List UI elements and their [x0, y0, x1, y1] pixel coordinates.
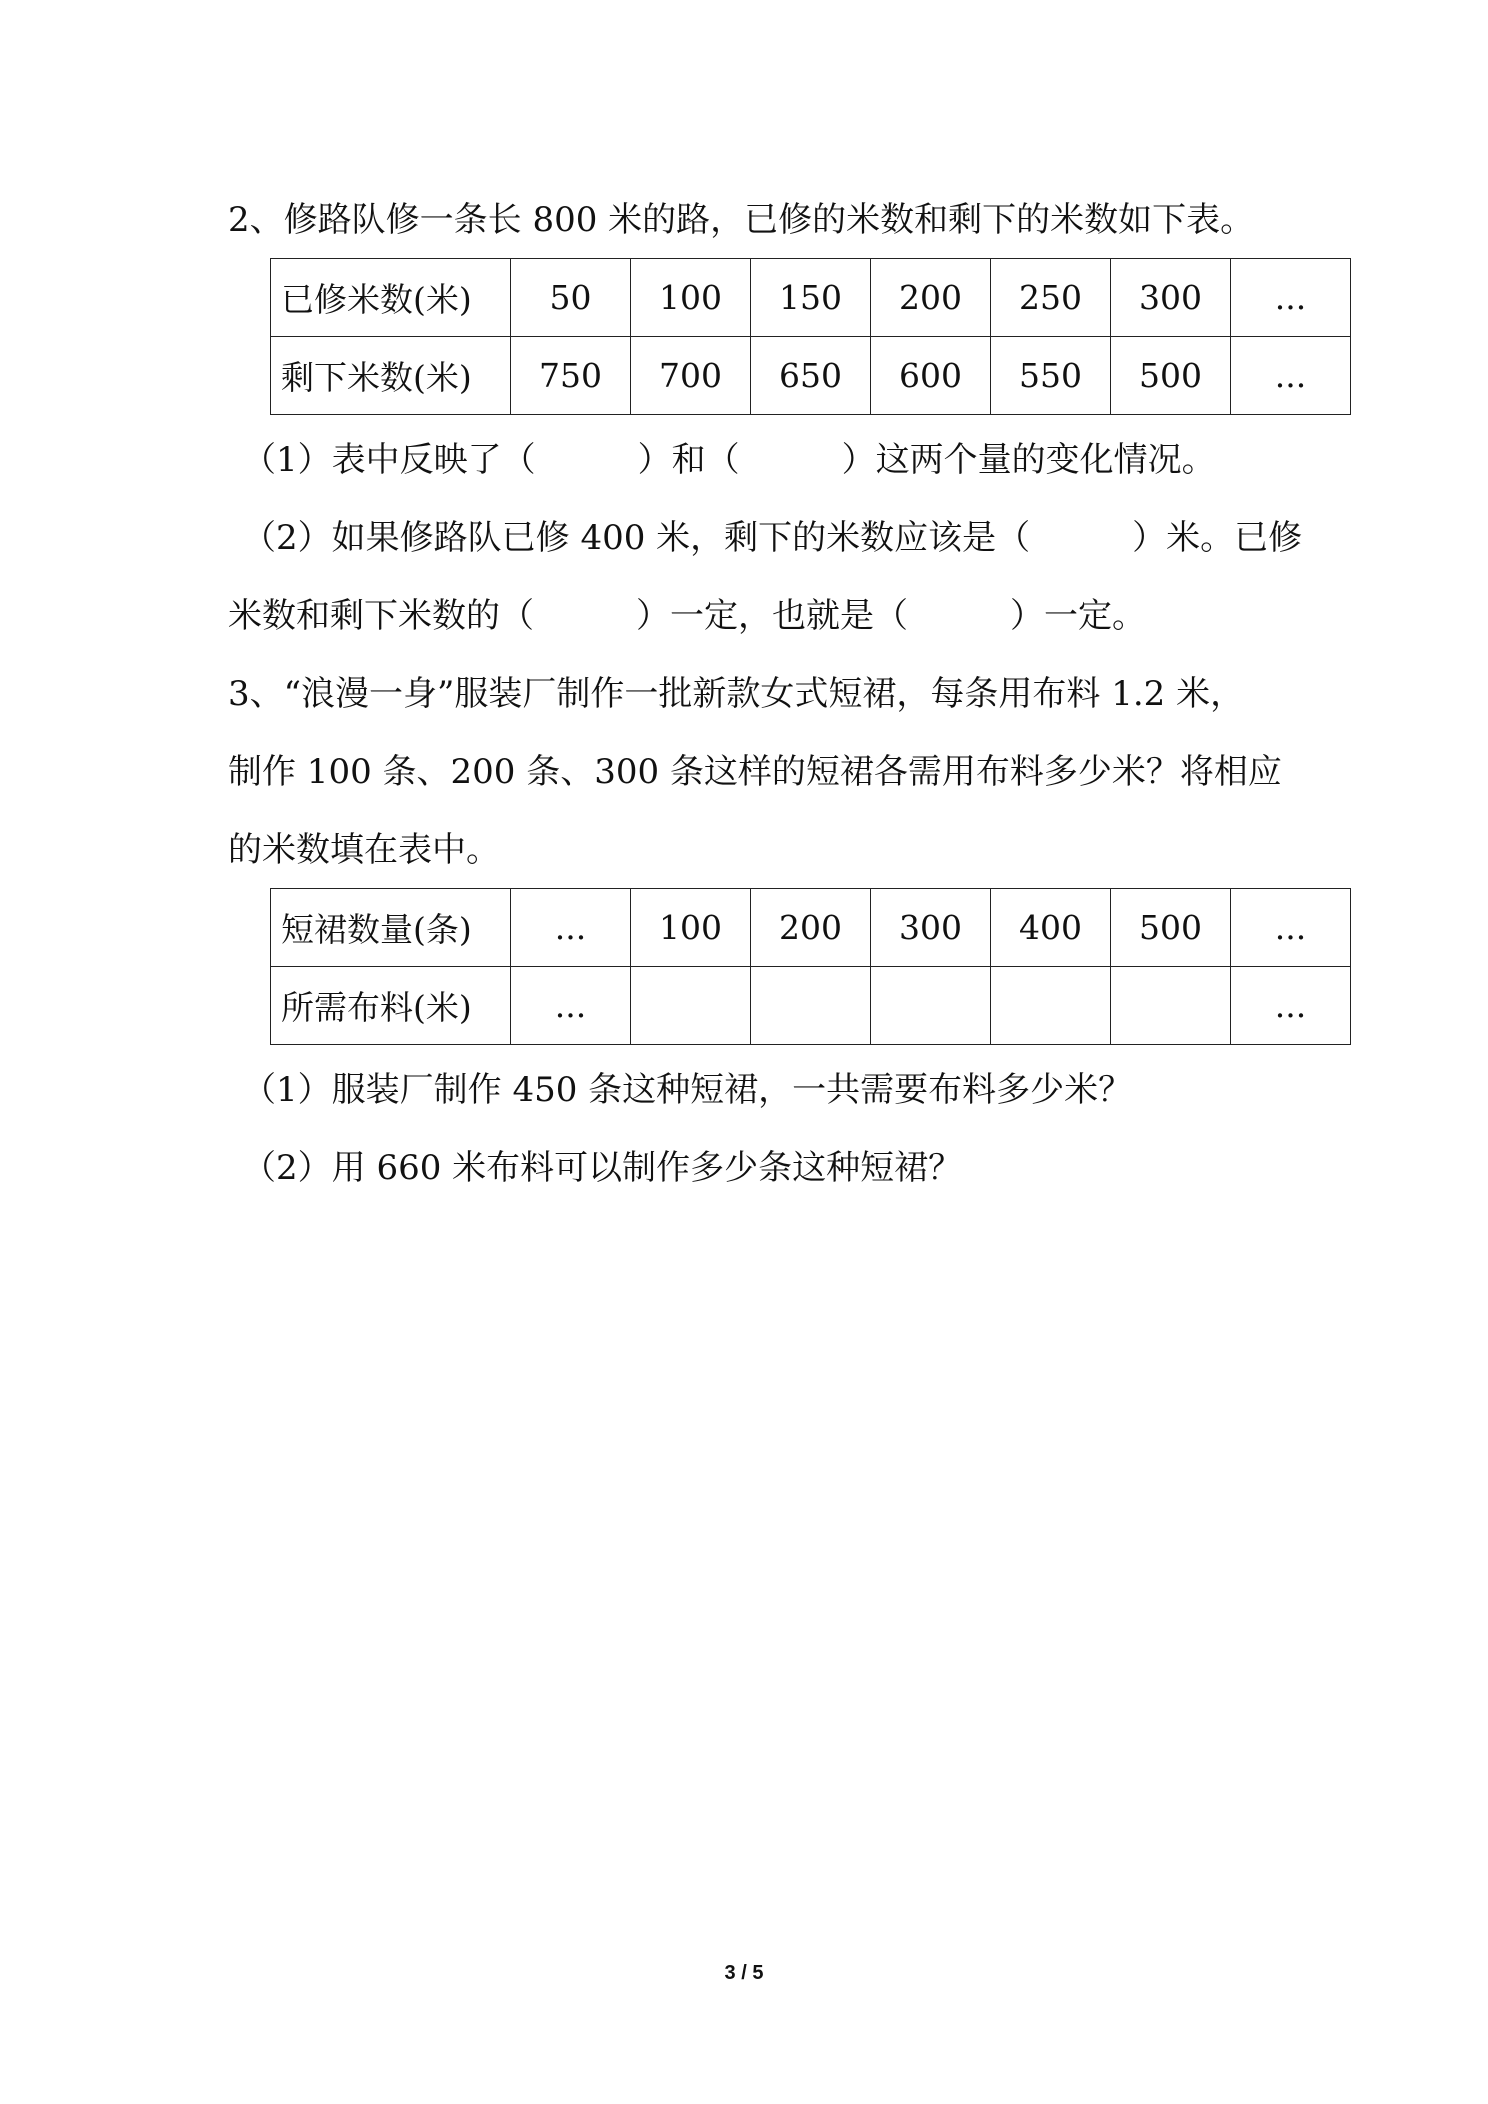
table-row [271, 967, 1351, 1045]
row-header: 所需布料(米) [271, 967, 511, 1045]
row-header: 短裙数量(条) [271, 889, 511, 967]
table-cell: 650 [751, 337, 871, 415]
table-cell: 400 [991, 889, 1111, 967]
table-cell: 150 [751, 259, 871, 337]
table-cell: 100 [631, 889, 751, 967]
table-cell: 600 [871, 337, 991, 415]
row-header: 剩下米数(米) [271, 337, 511, 415]
question-2-part-2-line-2: 米数和剩下米数的（ ）一定，也就是（ ）一定。 [228, 596, 1146, 636]
table-cell: ... [1231, 337, 1351, 415]
table-cell: 500 [1111, 889, 1231, 967]
table-cell: 50 [511, 259, 631, 337]
answer-cell[interactable] [751, 967, 871, 1045]
question-2-intro: 2、修路队修一条长 800 米的路，已修的米数和剩下的米数如下表。 [228, 200, 1255, 240]
question-3-part-1: （1）服装厂制作 450 条这种短裙，一共需要布料多少米？ [242, 1070, 1133, 1110]
question-2-part-1: （1）表中反映了（ ）和（ ）这两个量的变化情况。 [242, 440, 1216, 480]
question-3-intro-line-2: 制作 100 条、200 条、300 条这样的短裙各需用布料多少米？将相应 [228, 752, 1282, 792]
table-cell: 250 [991, 259, 1111, 337]
question-3-intro-line-1: 3、“浪漫一身”服装厂制作一批新款女式短裙，每条用布料 1.2 米， [228, 674, 1245, 714]
table-cell: 200 [751, 889, 871, 967]
road-repair-table [270, 258, 1351, 415]
table-row [271, 337, 1351, 415]
table-cell: ... [1231, 259, 1351, 337]
table-cell: ... [511, 967, 631, 1045]
skirt-fabric-table [270, 888, 1351, 1045]
row-header: 已修米数(米) [271, 259, 511, 337]
table-cell: 700 [631, 337, 751, 415]
table-cell: 200 [871, 259, 991, 337]
table-cell: 500 [1111, 337, 1231, 415]
question-3-part-2: （2）用 660 米布料可以制作多少条这种短裙？ [242, 1148, 963, 1188]
table-cell: 300 [1111, 259, 1231, 337]
question-3-intro-line-3: 的米数填在表中。 [228, 830, 500, 870]
table-cell: 300 [871, 889, 991, 967]
table-row [271, 259, 1351, 337]
table-cell: 100 [631, 259, 751, 337]
table-cell: 550 [991, 337, 1111, 415]
answer-cell[interactable] [1111, 967, 1231, 1045]
table-cell: ... [511, 889, 631, 967]
page-number: 3 / 5 [724, 1962, 764, 1984]
question-2-part-2-line-1: （2）如果修路队已修 400 米，剩下的米数应该是（ ）米。已修 [242, 518, 1303, 558]
table-row [271, 889, 1351, 967]
table-cell: 750 [511, 337, 631, 415]
answer-cell[interactable] [991, 967, 1111, 1045]
table-cell: ... [1231, 889, 1351, 967]
answer-cell[interactable] [871, 967, 991, 1045]
answer-cell[interactable] [631, 967, 751, 1045]
table-cell: ... [1231, 967, 1351, 1045]
